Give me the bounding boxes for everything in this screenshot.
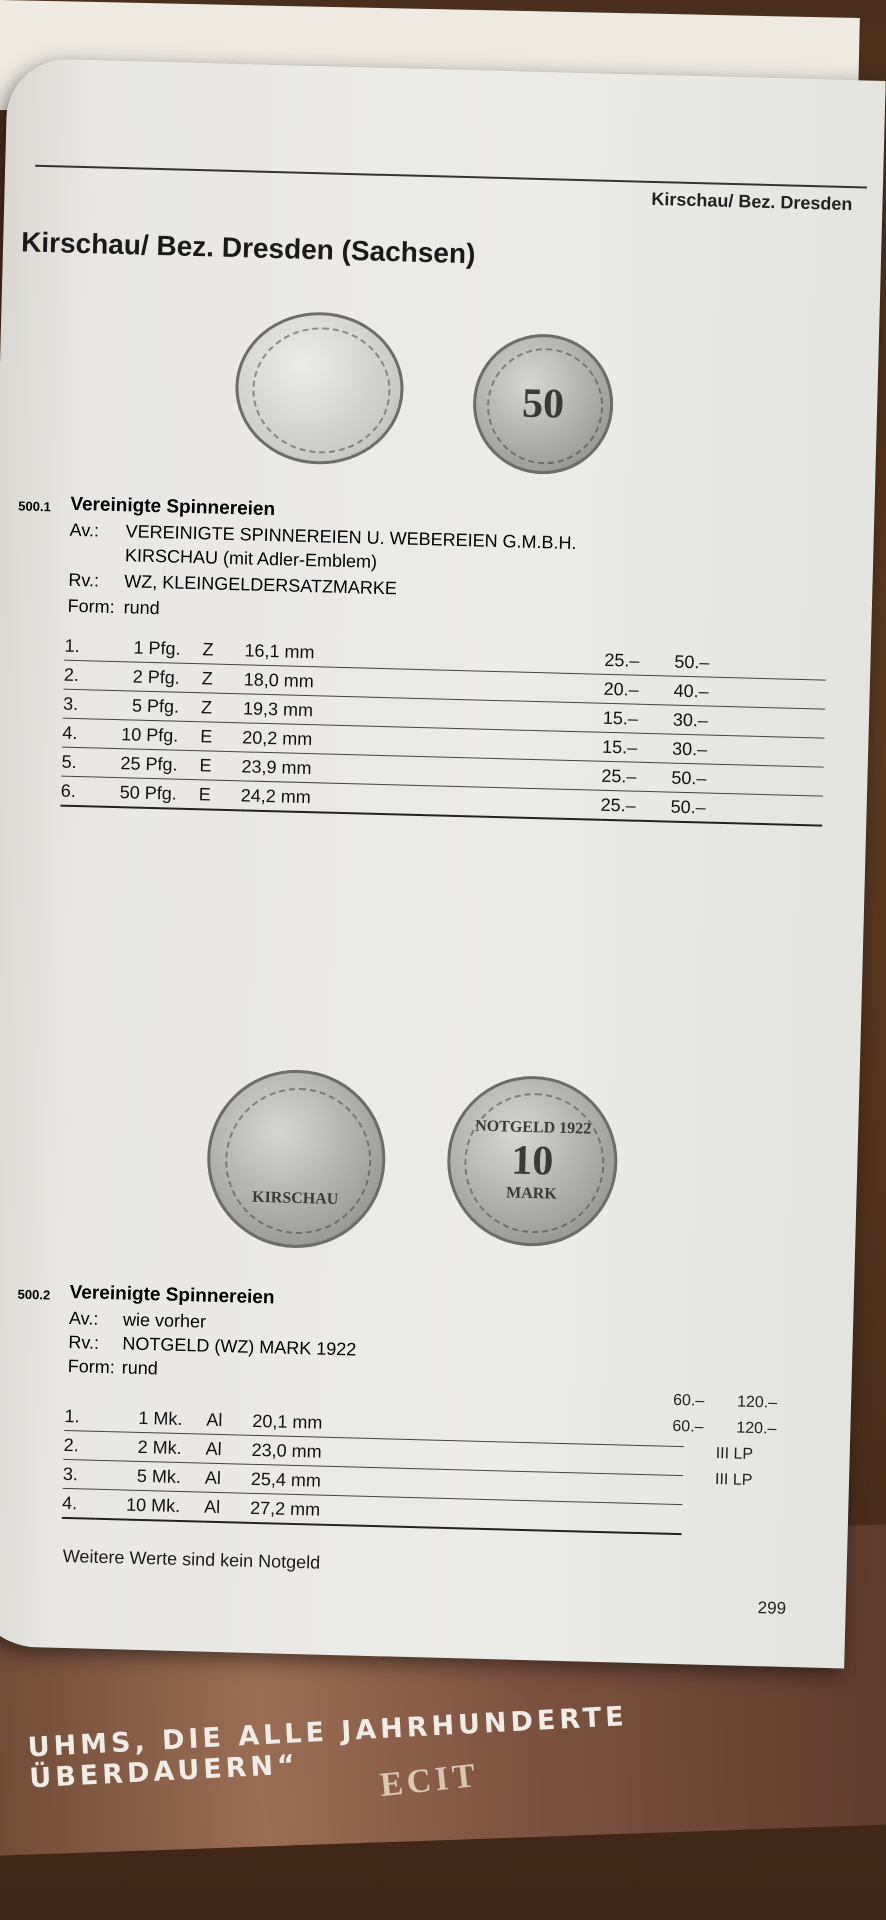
row-price-2: 30.– [673,705,826,738]
av-value: wie vorher [122,1309,207,1332]
row-price-1: 20.– [603,674,674,705]
row-number: 2. [63,1430,98,1460]
row-number: 1. [64,632,95,661]
entry2-price-2-row2: 120.– [736,1419,777,1438]
row-denomination: 5 Mk. [97,1460,206,1492]
form-value: rund [121,1357,159,1379]
row-number: 5. [61,747,92,777]
form-label: Form: [67,1356,116,1378]
rv-value: WZ, KLEINGELDERSATZMARKE [124,571,398,599]
row-price-1: 15.– [602,732,673,763]
row-price-1: 25.– [600,790,671,821]
footnote: Weitere Werte sind kein Notgeld [62,1545,321,1573]
av-label: Av.: [69,519,100,541]
row-price-1: 15.– [603,703,674,734]
av-value-line2: KIRSCHAU (mit Adler-Emblem) [124,545,378,572]
row-number: 3. [63,689,94,719]
row-number: 4. [62,1488,97,1518]
entry-number: 500.2 [17,1286,51,1303]
coin-reverse-mid [445,1074,619,1248]
row-material: E [199,751,242,781]
coin-reverse-unit: MARK [505,1184,557,1203]
row-number: 2. [63,660,94,690]
coin-denomination: 50 [521,380,565,428]
coin-obverse-top [234,310,406,466]
page-title: Kirschau/ Bez. Dresden (Sachsen) [20,226,476,270]
row-material: Z [201,693,244,723]
coin-obverse-mid [205,1068,388,1251]
row-size: 18,0 mm [243,665,604,703]
row-material: Al [206,1406,253,1436]
row-size: 23,9 mm [241,752,602,790]
running-head: Kirschau/ Bez. Dresden [651,188,853,215]
entry2-price-1-row2: 60.– [672,1417,704,1436]
row-denomination: 10 Pfg. [92,719,201,751]
book-page [0,58,886,1668]
row-number: 1. [64,1402,99,1431]
entry-name: Vereinigte Spinnereien [69,1282,275,1309]
coin-rim [223,1086,373,1236]
coin-rim [251,326,393,455]
form-value: rund [123,597,160,619]
av-label: Av.: [68,1308,99,1329]
rv-label: Rv.: [68,1332,100,1353]
row-denomination: 5 Pfg. [93,690,202,722]
form-label: Form: [67,595,115,617]
row-size: 20,1 mm [252,1407,685,1447]
row-price-1: 25.– [604,646,675,676]
rv-value: NOTGELD (WZ) MARK 1922 [122,1333,357,1360]
row-price-2: 30.– [672,734,825,767]
row-material: E [200,722,243,752]
row-size: 27,2 mm [250,1493,683,1534]
row-denomination: 2 Mk. [97,1431,206,1463]
coin-reverse-denomination: 10 [510,1137,554,1185]
row-denomination: 10 Mk. [96,1489,205,1521]
row-material: E [198,780,241,811]
row-size: 20,2 mm [242,723,603,761]
row-material: Z [201,664,244,694]
row-price-2: 50.– [674,648,827,680]
entry2-price-2-row4: III LP [714,1470,753,1489]
running-head-rule [35,165,867,189]
entry-number: 500.1 [18,498,52,515]
row-denomination: 50 Pfg. [90,777,199,809]
row-denomination: 2 Pfg. [93,661,202,693]
row-material: Z [202,635,245,665]
price-table-1 [60,632,826,827]
row-material: Al [205,1463,252,1493]
row-price-2: 50.– [670,792,823,825]
entry2-price-2-row1: 120.– [736,1393,778,1412]
row-number: 3. [63,1459,98,1489]
row-number: 4. [62,718,93,748]
coin-obverse-text: KIRSCHAU [251,1188,339,1209]
row-size: 19,3 mm [243,694,604,732]
row-size: 23,0 mm [251,1435,684,1475]
row-price-1: 25.– [601,761,672,792]
av-value-line1: VEREINIGTE SPINNEREIEN U. WEBEREIEN G.M.B.H. [125,521,577,554]
coin-reverse-top [471,332,615,476]
row-size: 25,4 mm [251,1464,684,1504]
row-size: 24,2 mm [240,781,601,820]
row-denomination: 1 Mk. [98,1403,207,1434]
rv-label: Rv.: [68,569,100,591]
row-price-2: 50.– [671,763,824,796]
entry2-price-2-row3: III LP [715,1445,754,1463]
row-number: 6. [60,776,91,806]
entry-name: Vereinigte Spinnereien [70,493,276,521]
row-price-2: 40.– [673,676,826,709]
row-size: 16,1 mm [244,636,605,674]
cover-stamp-mark: ECIT [378,1756,481,1805]
row-material: Al [205,1434,252,1464]
row-denomination: 25 Pfg. [91,748,200,780]
price-table-2 [62,1402,685,1535]
entry2-price-1-row1: 60.– [672,1391,705,1410]
row-denomination: 1 Pfg. [94,632,203,663]
page-number: 299 [757,1598,787,1618]
row-material: Al [204,1492,251,1523]
catalog-cover-text: UHMS, DIE ALLE JAHRHUNDERTE ÜBERDAUERN“ [26,1701,629,1795]
coin-reverse-top-text: NOTGELD 1922 [474,1117,592,1138]
